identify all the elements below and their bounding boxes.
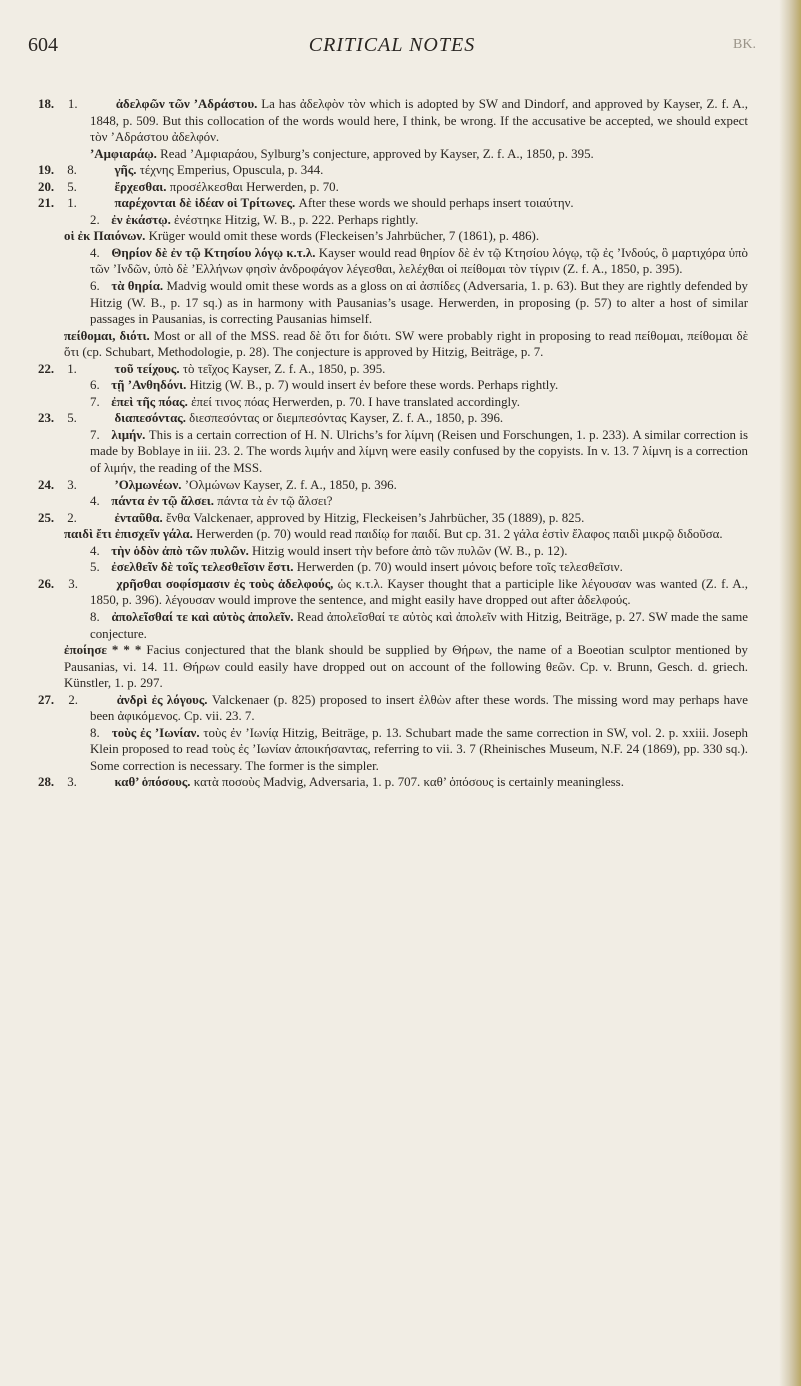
note-entry <box>38 96 748 146</box>
note-text: ὡς κ.τ.λ. Kayser thought that a participle like λέγουσαν was wanted (Z. f. A., 1850, p. 396). λέγουσαν would improve the sentence, and might easily have dropped out after ἀδελφούς. <box>90 576 748 608</box>
note-text: Read ἀπολεῖσθαί τε αὐτὸς καὶ ἀπολεῖν with Hitzig, Beiträge, p. 27. SW made the same conjecture. <box>90 609 748 641</box>
note-entry <box>38 576 748 609</box>
note-entry <box>64 559 748 576</box>
lemma: πείθομαι, διότι. <box>64 328 150 343</box>
note-entry <box>64 228 748 245</box>
note-entry <box>64 427 748 477</box>
note-text: La has ἀδελφὸν τὸν which is adopted by SW and Dindorf, and approved by Kayser, Z. f. A., 1848, p. 509. But this collocation of the words would here, I think, be wrong. If the accusative be accepted, we should expect τὸν ’Αδράστου ἀδελφόν. <box>90 97 748 145</box>
note-text: Valckenaer (p. 825) proposed to insert ἐλθὼν after these words. The missing word may perhaps have been ἀφικόμενος. Cp. vii. 23. 7. <box>90 692 748 724</box>
lemma: παιδὶ ἔτι ἐπισχεῖν γάλα. <box>64 527 193 542</box>
note-entry <box>38 179 748 196</box>
line-number: 8. <box>90 609 100 624</box>
note-entry <box>64 642 748 692</box>
note-text: τοὺς ἐν ’Ιωνίᾳ Hitzig, Beiträge, p. 13. Schubart made the same correction in SW, vol. 2. p. xxiii. Joseph Klein proposed to read τοὺς ἐς ’Ιωνίαν ἀποικήσαντας, referring to vii. 3. 7 (Rheinisches Museum, N.F. 24 (1869), pp. 330 sq.). Some correction is necessary. The former is the simpler. <box>90 725 748 773</box>
chapter-number: 23. <box>38 411 55 426</box>
line-number: 1. <box>67 361 77 376</box>
note-text: ἐνέστηκε Hitzig, W. B., p. 222. Perhaps rightly. <box>174 212 419 227</box>
note-entry <box>64 328 748 361</box>
line-number: 5. <box>90 560 100 575</box>
lemma: λιμήν. <box>111 427 146 442</box>
lemma: ἀπολεῖσθαί τε καὶ αὐτὸς ἀπολεῖν. <box>111 609 294 624</box>
note-text: ἔνθα Valckenaer, approved by Hitzig, Fleckeisen’s Jahrbücher, 35 (1889), p. 825. <box>165 510 585 525</box>
note-text: ’Ολμώνων Kayser, Z. f. A., 1850, p. 396. <box>184 477 397 492</box>
note-entry <box>38 692 748 725</box>
line-number: 3. <box>67 477 77 492</box>
line-number: 2. <box>90 212 100 227</box>
chapter-number: 19. <box>38 163 55 178</box>
lemma: γῆς. <box>114 163 137 178</box>
gilt-page-edge <box>779 0 801 1386</box>
chapter-number: 21. <box>38 196 55 211</box>
lemma: τοὺς ἐς ’Ιωνίαν. <box>111 725 200 740</box>
note-text: Most or all of the MSS. read δὲ ὅτι for διότι. SW were probably right in proposing to read πείθομαι, πείθομαι δὲ ὅτι (cp. Schubart, Methodologie, p. 28). The conjecture is approved by Hitzig, Beiträge, p. 7. <box>64 328 748 360</box>
page-number: 604 <box>28 34 58 56</box>
note-entry <box>64 245 748 278</box>
note-text: τέχνης Emperius, Opuscula, p. 344. <box>139 163 324 178</box>
note-text: After these words we should perhaps insert τοιαύτην. <box>298 196 574 211</box>
note-text: πάντα τὰ ἐν τῷ ἄλσει? <box>217 494 333 509</box>
lemma: ἀνδρὶ ἐς λόγους. <box>116 692 208 707</box>
line-number: 4. <box>90 245 100 260</box>
note-text: Herwerden (p. 70) would insert μόνοις before τοῖς τελεσθεῖσιν. <box>296 560 623 575</box>
lemma: Θηρίον δὲ ἐν τῷ Κτησίου λόγῳ κ.τ.λ. <box>111 245 316 260</box>
line-number: 2. <box>68 692 79 707</box>
line-number: 7. <box>90 427 100 442</box>
lemma: οἱ ἐκ Παιόνων. <box>64 229 146 244</box>
note-text: κατὰ ποσοὺς Madvig, Adversaria, 1. p. 707. καθ’ ὁπόσους is certainly meaningless. <box>193 775 624 790</box>
note-text: This is a certain correction of H. N. Ulrichs’s for λίμνη (Reisen und Forschungen, 1. p. 233). A similar correction is made by Boblaye in iii. 23. 2. The words λιμήν and λίμνη were easily confused by the copyists. In v. 13. 7 λίμνη is a correction of λιμήν, the reading of the MSS. <box>90 427 748 476</box>
line-number: 1. <box>67 97 78 111</box>
note-text: Kayser would read θηρίον δὲ ἐν τῷ Κτησίου λόγῳ, τῷ ἐς ’Ινδούς, ὃ μαρτιχόρα ὑπὸ τῶν ’Ινδῶν, ὑπὸ δὲ ’Ελλήνων φησὶν ἀνδροφάγον λέγεσθαι, λελέχθαι οἱ πείθομαι τὸν τίγριν (Z. f. A., 1850, p. 395). <box>90 245 748 277</box>
note-entry <box>38 477 748 494</box>
lemma: τὰ θηρία. <box>111 279 164 294</box>
line-number: 3. <box>67 775 77 790</box>
lemma: διαπεσόντας. <box>114 411 186 426</box>
lemma: τὴν ὁδὸν ἀπὸ τῶν πυλῶν. <box>111 543 249 558</box>
chapter-number: 20. <box>38 179 55 194</box>
lemma: ’Αμφιαράῳ. <box>90 146 157 161</box>
lemma: χρῆσθαι σοφίσμασιν ἐς τοὺς ἀδελφούς, <box>116 576 334 591</box>
chapter-number: 28. <box>38 775 55 790</box>
note-entry <box>64 543 748 560</box>
note-entry <box>64 377 748 394</box>
note-entry <box>38 510 748 527</box>
note-text: Hitzig would insert τὴν before ἀπὸ τῶν πυλῶν (W. B., p. 12). <box>252 543 568 558</box>
chapter-number: 24. <box>38 477 55 492</box>
note-entry <box>64 526 748 543</box>
note-text: Facius conjectured that the blank should be supplied by Θήρων, the name of a Boeotian sculptor mentioned by Pausanias, vi. 14. 11. Θήρων could easily have dropped out on account of the following θεῶν. Cp. v. Brunn, Gesch. d. griech. Künstler, 1. p. 297. <box>64 643 749 691</box>
line-number: 5. <box>67 179 77 194</box>
lemma: ’Ολμωνέων. <box>114 477 182 492</box>
lemma: ἐσελθεῖν δὲ τοῖς τελεσθεῖσιν ἔστι. <box>111 560 294 575</box>
book-marker: BK. <box>733 37 756 52</box>
lemma: παρέχονται δὲ ἰδέαν οἱ Τρίτωνες. <box>114 196 296 211</box>
line-number: 4. <box>90 543 100 558</box>
note-text: Herwerden (p. 70) would read παιδίῳ for παιδί. But cp. 31. 2 γάλα ἐστὶν ἔλαφος παιδὶ μικρῷ διδοῦσα. <box>196 527 723 542</box>
lemma: τοῦ τείχους. <box>114 361 180 376</box>
running-title: CRITICAL NOTES <box>308 34 476 56</box>
note-text: Hitzig (W. B., p. 7) would insert ἐν before these words. Perhaps rightly. <box>189 378 559 393</box>
lemma: ἐποίησε * * * <box>64 643 142 658</box>
line-number: 1. <box>67 196 77 211</box>
note-entry <box>64 212 748 229</box>
note-text: τὸ τεῖχος Kayser, Z. f. A., 1850, p. 395. <box>182 361 386 376</box>
lemma: ἐνταῦθα. <box>114 510 163 525</box>
line-number: 8. <box>67 163 77 178</box>
lemma: ἀδελφῶν τῶν ’Αδράστου. <box>115 97 258 111</box>
note-entry <box>64 493 748 510</box>
note-text: ἐπεί τινος πόας Herwerden, p. 70. I have translated accordingly. <box>191 394 520 409</box>
note-entry <box>64 394 748 411</box>
chapter-number: 27. <box>38 692 55 707</box>
line-number: 5. <box>67 411 77 426</box>
line-number: 7. <box>90 394 100 409</box>
note-text: Krüger would omit these words (Fleckeisen’s Jahrbücher, 7 (1861), p. 486). <box>148 229 540 244</box>
note-text: Read ’Αμφιαράου, Sylburg’s conjecture, approved by Kayser, Z. f. A., 1850, p. 395. <box>160 146 594 161</box>
note-entry <box>38 195 748 212</box>
note-text: Madvig would omit these words as a gloss on αἱ ἀσπίδες (Adversaria, 1. p. 63). But they are rightly defended by Hitzig (W. B., p. 17 sq.) as in harmony with Pausanias’s usage. Herwerden, in proposing (p. 57) to alter a host of similar passages in Pausanias, is correcting Pausanias himself. <box>90 279 748 327</box>
note-entry <box>64 725 748 775</box>
note-text: διεσπεσόντας or διεμπεσόντας Kayser, Z. f. A., 1850, p. 396. <box>189 411 504 426</box>
note-entry <box>38 410 748 427</box>
note-entry <box>38 774 748 791</box>
chapter-number: 22. <box>38 361 55 376</box>
lemma: ἐν ἑκάστῳ. <box>111 212 171 227</box>
note-entry <box>64 609 748 642</box>
chapter-number: 18. <box>38 97 55 111</box>
chapter-number: 25. <box>38 510 55 525</box>
lemma: πάντα ἐν τῷ ἄλσει. <box>111 494 214 509</box>
note-entry <box>38 162 748 179</box>
line-number: 6. <box>90 279 100 294</box>
note-entry <box>64 146 748 163</box>
line-number: 4. <box>90 494 100 509</box>
line-number: 3. <box>68 576 78 591</box>
note-entry <box>38 361 748 378</box>
lemma: καθ’ ὁπόσους. <box>114 775 191 790</box>
page-header <box>28 34 756 60</box>
line-number: 6. <box>90 378 100 393</box>
lemma: ἐπεὶ τῆς πόας. <box>111 394 188 409</box>
note-text: προσέλκεσθαι Herwerden, p. 70. <box>169 179 339 194</box>
line-number: 2. <box>67 510 77 525</box>
line-number: 8. <box>90 725 100 740</box>
lemma: τῇ ’Ανθηδόνι. <box>111 378 187 393</box>
chapter-number: 26. <box>38 576 55 591</box>
lemma: ἔρχεσθαι. <box>114 179 167 194</box>
critical-notes <box>38 96 749 791</box>
note-entry <box>64 278 748 328</box>
